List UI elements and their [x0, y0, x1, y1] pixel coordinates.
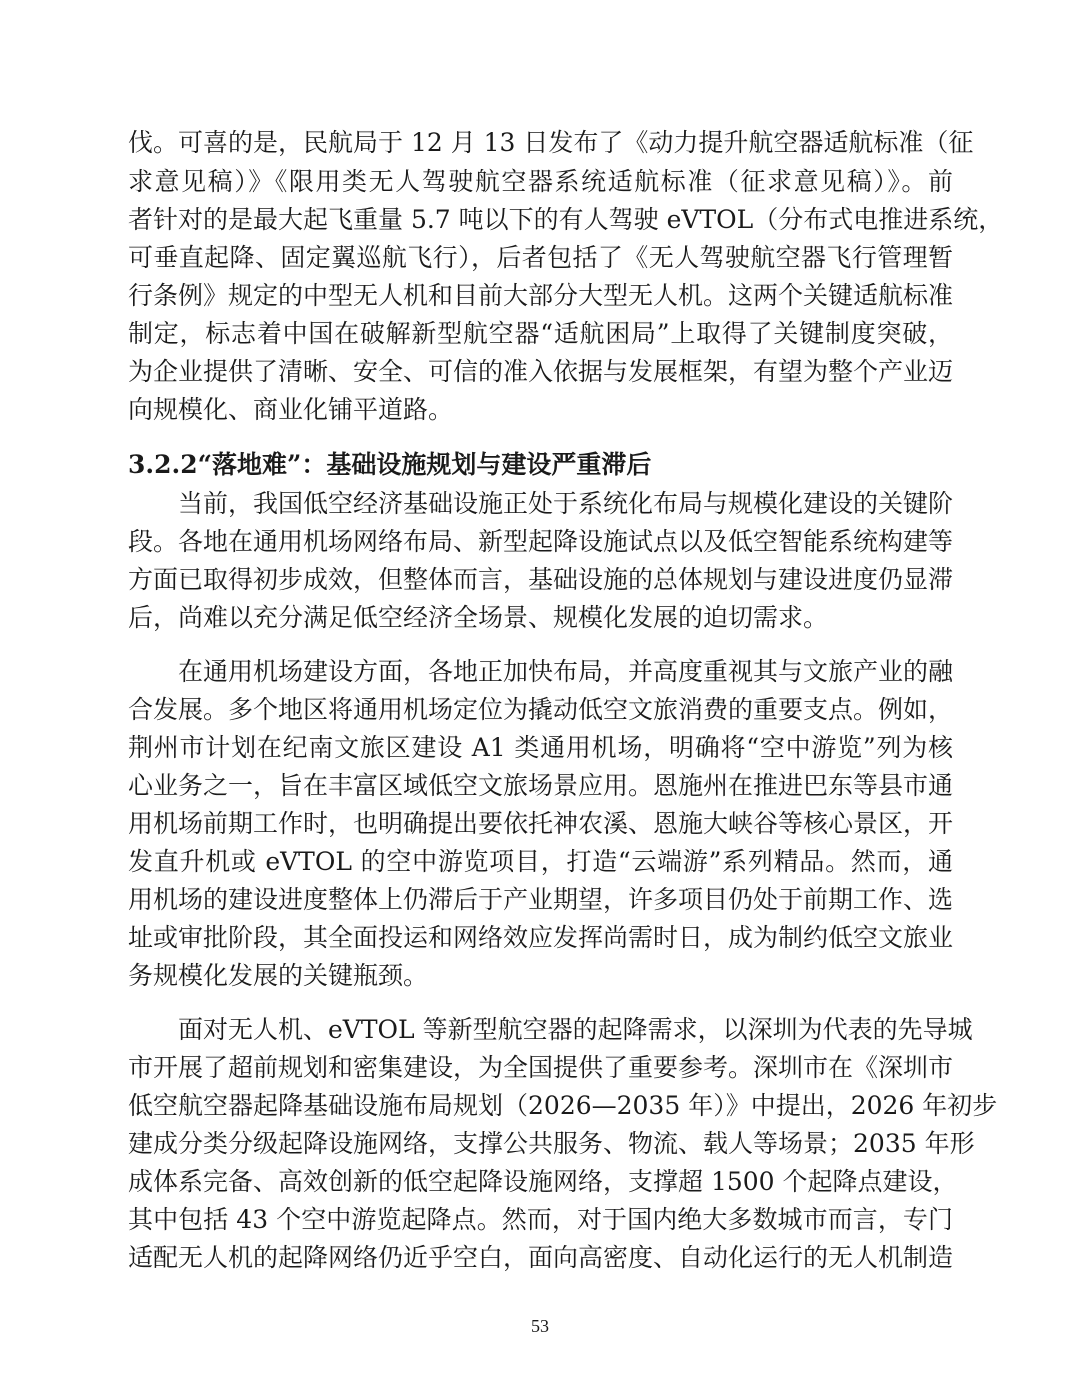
- paragraph-line: 其中包括 43 个空中游览起降点。然而，对于国内绝大多数城市而言，专门: [128, 1205, 953, 1234]
- paragraph-line: 成体系完备、高效创新的低空起降设施网络，支撑超 1500 个起降点建设，: [128, 1167, 958, 1196]
- paragraph-line: 荆州市计划在纪南文旅区建设 A1 类通用机场，明确将“空中游览”列为核: [128, 733, 953, 762]
- paragraph-line: 方面已取得初步成效，但整体而言，基础设施的总体规划与建设进度仍显滞: [128, 565, 954, 594]
- paragraph-line: 发直升机或 eVTOL 的空中游览项目，打造“云端游”系列精品。然而，通: [128, 847, 953, 876]
- paragraph-line: 用机场的建设进度整体上仍滞后于产业期望，许多项目仍处于前期工作、选: [128, 885, 954, 914]
- paragraph-line: 向规模化、商业化铺平道路。: [128, 395, 454, 424]
- paragraph-line: 面对无人机、eVTOL 等新型航空器的起降需求，以深圳为代表的先导城: [178, 1015, 973, 1044]
- paragraph-line: 务规模化发展的关键瓶颈。: [128, 961, 429, 990]
- paragraph-line: 行条例》规定的中型无人机和目前大部分大型无人机。这两个关键适航标准: [128, 281, 954, 310]
- paragraph-line: 制定，标志着中国在破解新型航空器“适航困局”上取得了关键制度突破，: [128, 319, 953, 348]
- paragraph-line: 心业务之一，旨在丰富区域低空文旅场景应用。恩施州在推进巴东等县市通: [128, 771, 954, 800]
- paragraph-line: 当前，我国低空经济基础设施正处于系统化布局与规模化建设的关键阶: [178, 489, 954, 518]
- paragraph-line: 建成分类分级起降设施网络，支撑公共服务、物流、载人等场景；2035 年形: [128, 1129, 975, 1158]
- paragraph-line: 在通用机场建设方面，各地正加快布局，并高度重视其与文旅产业的融: [178, 657, 954, 686]
- paragraph-line: 段。各地在通用机场网络布局、新型起降设施试点以及低空智能系统构建等: [128, 527, 954, 556]
- paragraph-line: 为企业提供了清晰、安全、可信的准入依据与发展框架，有望为整个产业迈: [128, 357, 954, 386]
- paragraph-line: 后，尚难以充分满足低空经济全场景、规模化发展的迫切需求。: [128, 603, 829, 632]
- page-number: 53: [531, 1316, 549, 1336]
- paragraph-line: 者针对的是最大起飞重量 5.7 吨以下的有人驾驶 eVTOL（分布式电推进系统，: [128, 205, 1004, 234]
- paragraph-line: 可垂直起降、固定翼巡航飞行），后者包括了《无人驾驶航空器飞行管理暂: [128, 243, 953, 272]
- paragraph-line: 求意见稿）》《限用类无人驾驶航空器系统适航标准（征求意见稿）》。前: [128, 167, 953, 196]
- paragraph-line: 伐。可喜的是，民航局于 12 月 13 日发布了《动力提升航空器适航标准（征: [128, 128, 974, 157]
- paragraph-line: 合发展。多个地区将通用机场定位为撬动低空文旅消费的重要支点。例如，: [128, 695, 954, 724]
- paragraph-line: 低空航空器起降基础设施布局规划（2026—2035 年）》中提出，2026 年初步: [128, 1091, 998, 1120]
- paragraph-line: 市开展了超前规划和密集建设，为全国提供了重要参考。深圳市在《深圳市: [128, 1053, 954, 1082]
- paragraph-line: 适配无人机的起降网络仍近乎空白，面向高密度、自动化运行的无人机制造: [128, 1243, 954, 1272]
- paragraph-line: 用机场前期工作时，也明确提出要依托神农溪、恩施大峡谷等核心景区，开: [128, 809, 954, 838]
- section-heading: 3.2.2“落地难”：基础设施规划与建设严重滞后: [128, 450, 652, 479]
- paragraph-line: 址或审批阶段，其全面投运和网络效应发挥尚需时日，成为制约低空文旅业: [128, 923, 954, 952]
